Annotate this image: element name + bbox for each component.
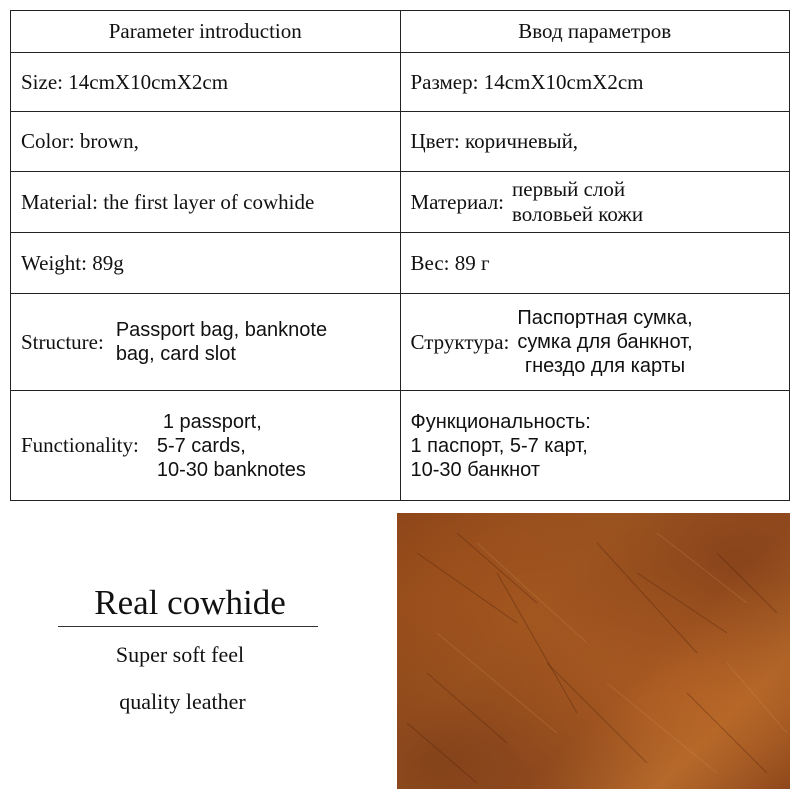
- material-ru-cell: [400, 172, 790, 233]
- weight-ru-value: 89 г: [454, 250, 490, 275]
- material-en-value: the first layer of cowhide: [103, 189, 315, 214]
- material-row: [11, 172, 790, 233]
- structure-ru-label: Структура:: [410, 329, 510, 354]
- weight-en-cell: [11, 233, 401, 294]
- promo-line-soft: Super soft feel: [115, 642, 245, 667]
- structure-row: [11, 294, 790, 391]
- weight-ru-cell: [400, 233, 790, 294]
- material-ru-line-1: первый слой: [512, 176, 626, 201]
- leather-scratches: [397, 513, 790, 789]
- leather-texture-image: [397, 513, 790, 789]
- functionality-en-cell: [11, 391, 401, 501]
- functionality-ru-block: [411, 410, 780, 482]
- functionality-en-line-1: 1 passport,: [162, 410, 262, 433]
- structure-en-line-2: bag, card slot: [115, 343, 236, 365]
- promo-line-quality: quality leather: [119, 689, 246, 714]
- material-en-cell: [11, 172, 401, 233]
- color-en-cell: [11, 112, 401, 172]
- functionality-row: [11, 391, 790, 501]
- weight-ru-label: Вес:: [410, 250, 450, 275]
- functionality-ru-line-1: 1 паспорт, 5-7 карт,: [410, 434, 588, 457]
- color-row: [11, 112, 790, 172]
- material-ru-label: Материал:: [410, 189, 505, 214]
- structure-ru-line-3: гнездо для карты: [524, 355, 686, 377]
- material-ru-value: [512, 177, 643, 227]
- structure-en-value: [116, 318, 327, 366]
- structure-ru-line-2: сумка для банкнот,: [517, 331, 693, 353]
- structure-ru-cell: [400, 294, 790, 391]
- size-row: [11, 53, 790, 112]
- weight-en-value: 89g: [92, 250, 124, 275]
- parameter-table: [10, 10, 790, 501]
- functionality-ru-cell: [400, 391, 790, 501]
- header-en: Parameter introduction: [11, 11, 401, 53]
- size-en-label: Size:: [21, 69, 63, 94]
- functionality-ru-label: Функциональность:: [410, 410, 591, 433]
- weight-row: [11, 233, 790, 294]
- structure-ru-line-1: Паспортная сумка,: [517, 307, 693, 329]
- material-ru-line-2: воловьей кожи: [512, 202, 644, 226]
- color-ru-label: Цвет:: [410, 129, 460, 154]
- structure-en-label: Structure:: [21, 329, 104, 354]
- functionality-en-label: Functionality:: [21, 433, 139, 458]
- functionality-en-line-2: 5-7 cards,: [156, 434, 246, 457]
- functionality-ru-line-2: 10-30 банкнот: [410, 458, 541, 481]
- color-en-value: brown,: [79, 129, 139, 154]
- size-ru-value: 14cmX10cmX2cm: [483, 69, 644, 94]
- size-en-cell: [11, 53, 401, 112]
- functionality-en-value: [157, 410, 306, 482]
- structure-ru-value: [517, 306, 692, 378]
- table-header-row: [11, 11, 790, 53]
- promo-divider: [58, 626, 318, 627]
- size-en-value: 14cmX10cmX2cm: [68, 69, 229, 94]
- promo-title: Real cowhide: [94, 583, 286, 622]
- structure-en-line-1: Passport bag, banknote: [115, 319, 328, 341]
- structure-en-cell: [11, 294, 401, 391]
- functionality-en-line-3: 10-30 banknotes: [156, 458, 306, 481]
- material-en-label: Material:: [21, 189, 98, 214]
- size-ru-label: Размер:: [410, 69, 479, 94]
- size-ru-cell: [400, 53, 790, 112]
- color-ru-cell: [400, 112, 790, 172]
- color-en-label: Color:: [21, 129, 75, 154]
- header-ru: Ввод параметров: [400, 11, 790, 53]
- color-ru-value: коричневый,: [465, 129, 579, 154]
- weight-en-label: Weight:: [21, 250, 87, 275]
